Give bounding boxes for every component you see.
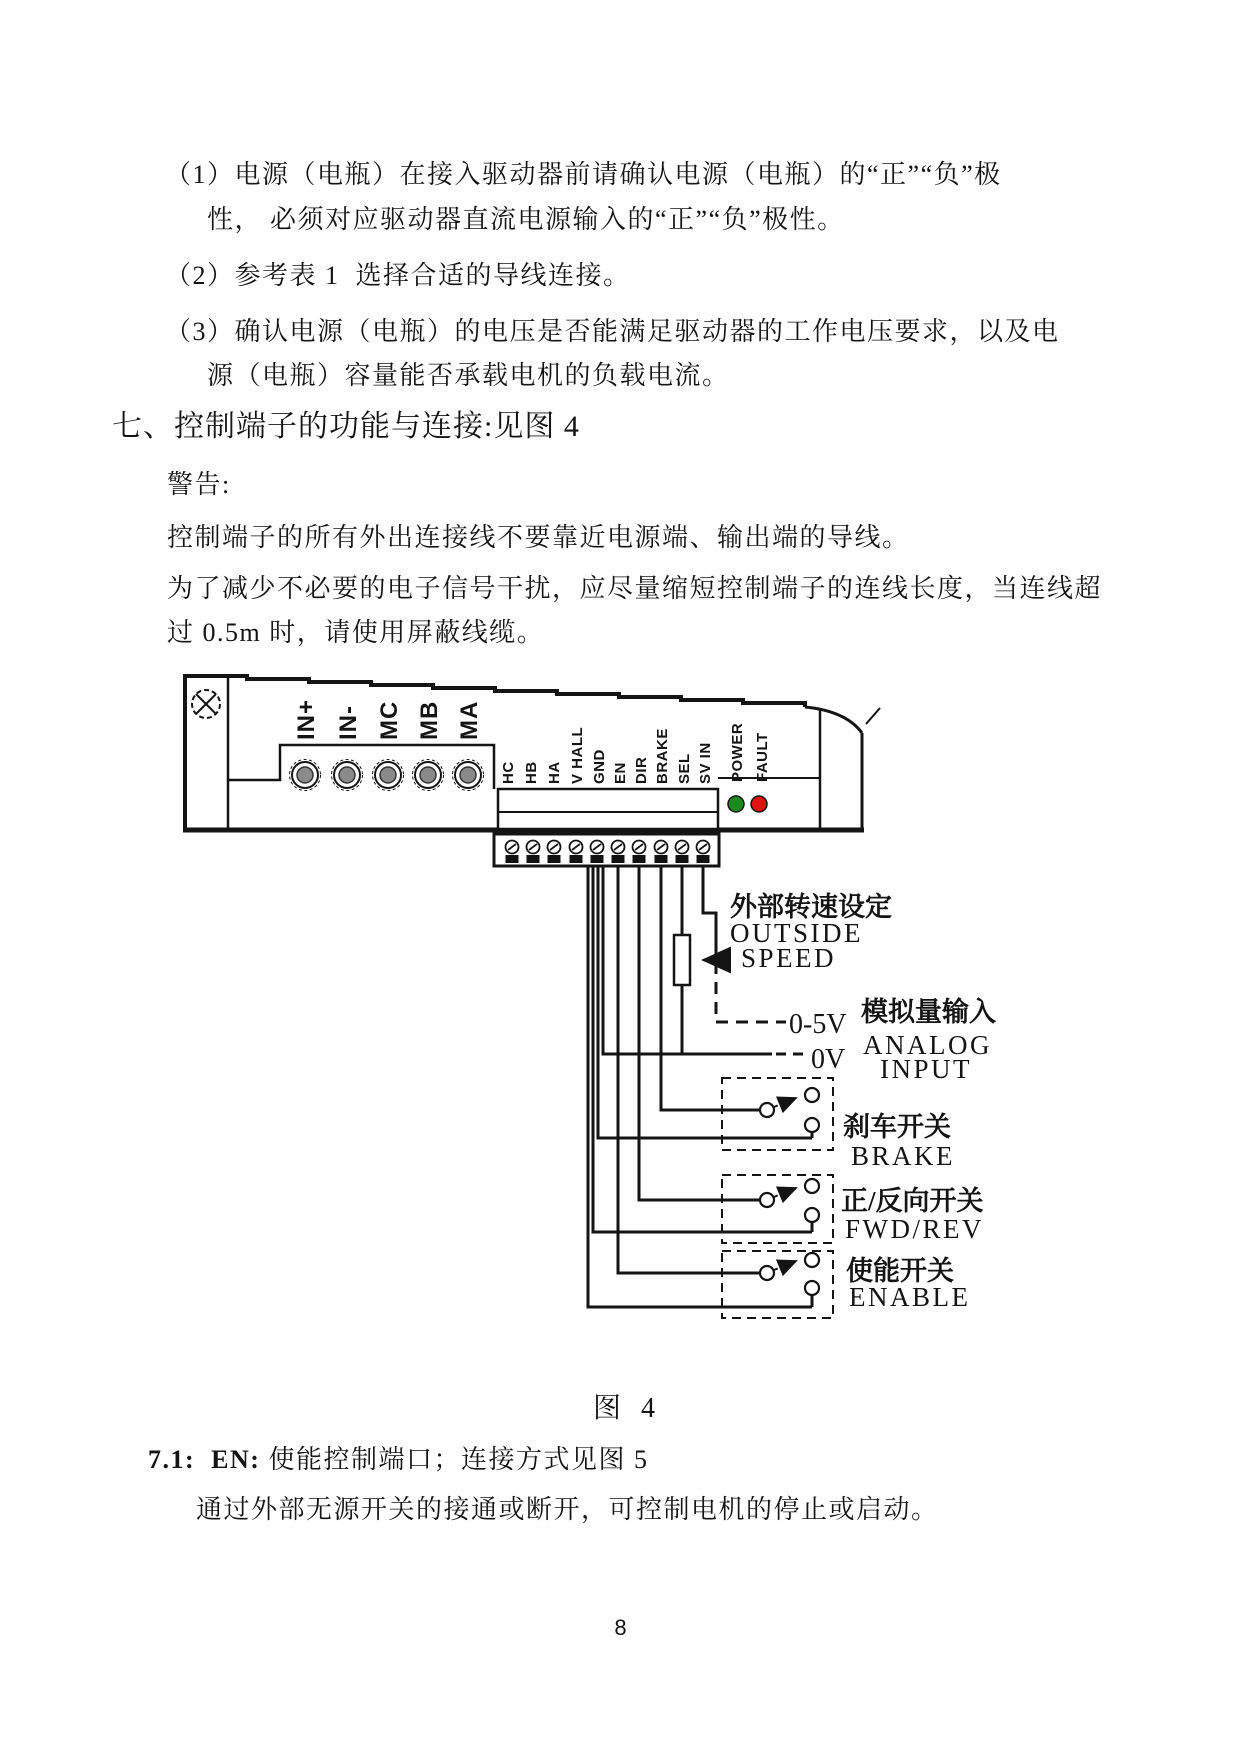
terminal-label-in-minus: IN-	[335, 705, 362, 740]
connector-strip	[498, 789, 718, 829]
terminal-label-sv-in: SV IN	[697, 742, 714, 784]
analog-zero-label: 0V	[811, 1044, 846, 1075]
terminal-label-in-plus: IN+	[293, 698, 320, 740]
brake-label-en: BRAKE	[851, 1141, 956, 1171]
housing-corner-curve	[805, 707, 862, 733]
terminal-label-hc: HC	[500, 761, 517, 784]
potentiometer-body	[674, 935, 690, 985]
wire-sv-in	[703, 866, 716, 960]
screw-terminal-in-minus	[332, 760, 363, 791]
fault-led	[751, 796, 767, 812]
figure-caption: 图 4	[593, 1393, 658, 1424]
power-led	[728, 796, 744, 812]
para-2: （2）参考表 1 选择合适的导线连接。	[165, 261, 631, 290]
power-terminal-screws	[290, 760, 484, 791]
analog-input-label-en2: INPUT	[880, 1054, 972, 1084]
power-terminal-labels	[293, 699, 483, 740]
enable-label-en: ENABLE	[849, 1282, 971, 1312]
led-label-power: POWER	[729, 722, 746, 782]
terminal-label-gnd: GND	[591, 749, 608, 784]
page-number: 8	[614, 1615, 627, 1640]
note-7-1-body: 使能控制端口；连接方式见图 5	[268, 1445, 649, 1474]
outside-speed-label-cn: 外部转速设定	[730, 892, 892, 922]
note-7-1	[148, 1445, 648, 1475]
brake-label-cn: 刹车开关	[843, 1112, 951, 1142]
warning-title: 警告:	[167, 470, 231, 499]
outside-speed-label-en2: SPEED	[741, 943, 837, 973]
figure-annotations	[730, 891, 996, 1312]
screw-terminal-mc	[373, 760, 404, 791]
housing-corner-tick	[866, 708, 880, 724]
screw-terminal-in-plus	[290, 760, 321, 791]
housing-top-edge	[185, 676, 805, 707]
brake-switch-lever	[774, 1098, 796, 1107]
fwd-rev-label-en: FWD/REV	[845, 1214, 984, 1244]
enable-switch-lever	[774, 1261, 796, 1270]
terminal-label-ma: MA	[456, 700, 483, 740]
terminal-label-hb: HB	[523, 761, 540, 784]
para-1-line-2: 性， 必须对应驱动器直流电源输入的“正”“负”极性。	[207, 205, 845, 234]
corner-screw-icon	[192, 690, 220, 718]
para-3-line-2: 源（电瓶）容量能否承载电机的负载电流。	[207, 361, 730, 390]
terminal-label-mb: MB	[416, 700, 443, 740]
control-terminal-labels	[500, 723, 771, 784]
terminal-label-brake: BRAKE	[654, 728, 671, 784]
para-3-line-1: （3）确认电源（电瓶）的电压是否能满足驱动器的工作电压要求，以及电	[165, 317, 1060, 346]
section-heading: 七、控制端子的功能与连接:见图 4	[112, 410, 580, 443]
terminal-block	[494, 834, 719, 866]
terminal-label-mc: MC	[376, 700, 403, 740]
terminal-label-en: EN	[612, 762, 629, 784]
note-7-1-line-2: 通过外部无源开关的接通或断开，可控制电机的停止或启动。	[196, 1495, 939, 1524]
screw-terminal-mb	[413, 760, 444, 791]
terminal-label-sel: SEL	[676, 753, 693, 784]
analog-range-label: 0-5V	[789, 1009, 847, 1040]
warning-line-1: 控制端子的所有外出连接线不要靠近电源端、输出端的导线。	[167, 523, 910, 552]
terminal-label-v-hall: V HALL	[569, 726, 586, 784]
terminal-label-ha: HA	[546, 761, 563, 784]
screw-terminal-ma	[453, 760, 484, 791]
para-1-line-1: （1）电源（电瓶）在接入驱动器前请确认电源（电瓶）的“正”“负”极	[165, 160, 1002, 189]
led-label-fault: FAULT	[754, 732, 771, 782]
terminal-label-dir: DIR	[633, 756, 650, 784]
analog-input-label-en1: ANALOG	[863, 1030, 992, 1060]
analog-input-label-cn: 模拟量输入	[861, 997, 996, 1027]
note-7-1-lead: 7.1: EN:	[148, 1445, 269, 1474]
enable-label-cn: 使能开关	[846, 1256, 954, 1286]
fwd-rev-switch-lever	[774, 1188, 796, 1197]
warning-line-3: 过 0.5m 时，请使用屏蔽线缆。	[167, 618, 545, 647]
fwd-rev-label-cn: 正/反向开关	[841, 1186, 984, 1216]
warning-line-2: 为了减少不必要的电子信号干扰，应尽量缩短控制端子的连线长度，当连线超	[167, 574, 1103, 603]
outside-speed-label-en1: OUTSIDE	[730, 918, 863, 948]
